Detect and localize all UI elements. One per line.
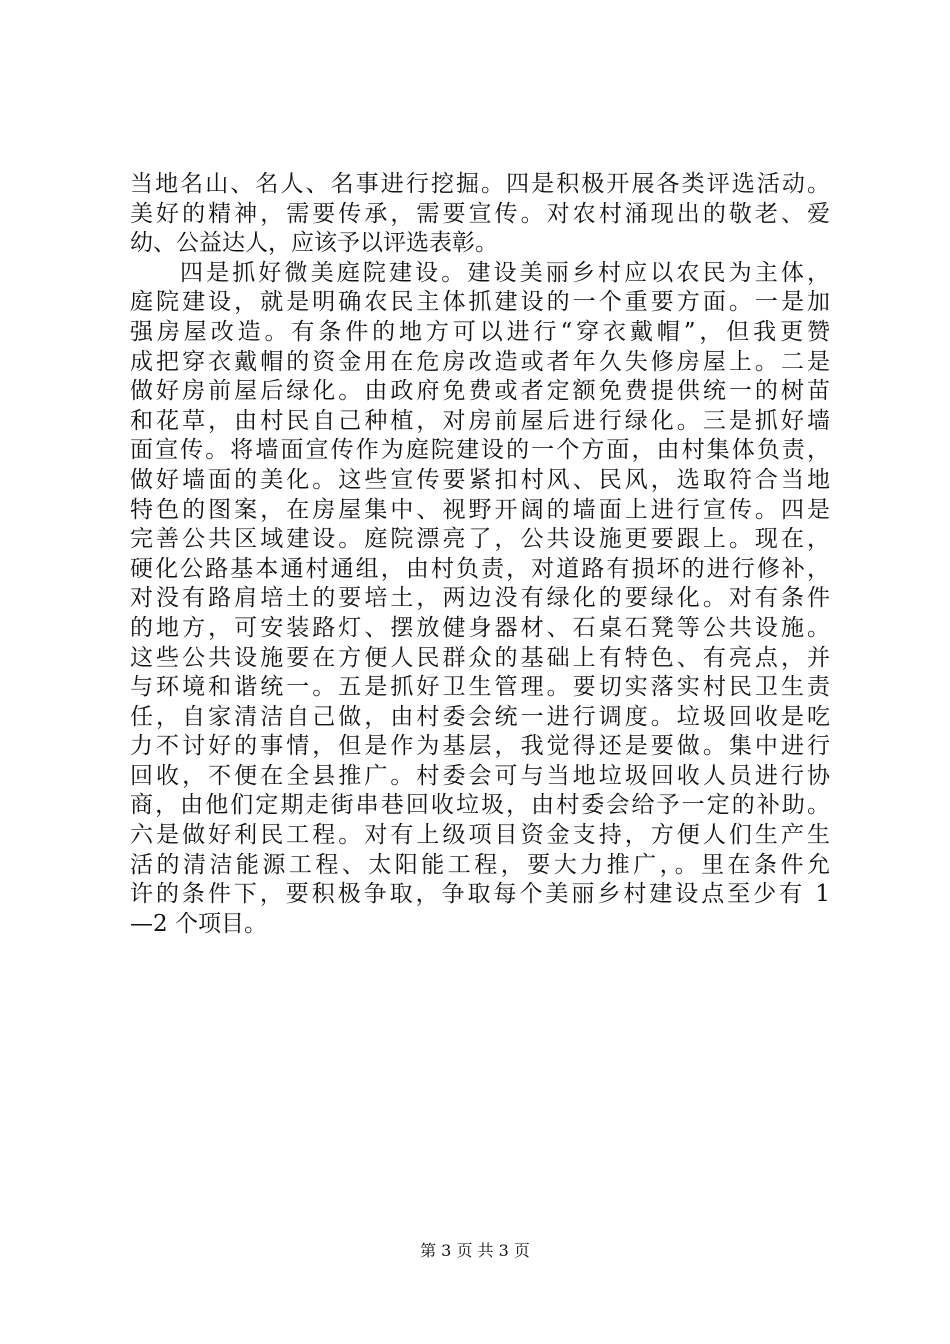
text-line: 商，由他们定期走街串巷回收垃圾，由村委会给予一定的补助。	[130, 792, 830, 819]
text-line: 活的清洁能源工程、太阳能工程，要大力推广，。里在条件允	[130, 851, 830, 878]
body-text	[130, 170, 830, 939]
text-line: 力不讨好的事情，但是作为基层，我觉得还是要做。集中进行	[130, 733, 830, 760]
text-line: 任，自家清洁自己做，由村委会统一进行调度。垃圾回收是吃	[130, 703, 830, 730]
text-line: 这些公共设施要在方便人民群众的基础上有特色、有亮点，并	[130, 644, 830, 671]
text-line: 幼、公益达人，应该予以评选表彰。	[130, 230, 498, 257]
paragraph-first-line: 四是抓好微美庭院建设。建设美丽乡村应以农民为主体，	[180, 259, 830, 286]
text-line: 庭院建设，就是明确农民主体抓建设的一个重要方面。一是加	[130, 289, 830, 316]
text-line: 成把穿衣戴帽的资金用在危房改造或者年久失修房屋上。二是	[130, 348, 830, 375]
page-footer	[0, 1240, 950, 1262]
text-line: —2 个项目。	[130, 910, 267, 937]
text-line: 做好墙面的美化。这些宣传要紧扣村风、民风，选取符合当地	[130, 466, 830, 493]
text-line: 与环境和谐统一。五是抓好卫生管理。要切实落实村民卫生责	[130, 674, 830, 701]
text-line: 对没有路肩培土的要培土，两边没有绿化的要绿化。对有条件	[130, 585, 830, 612]
text-line: 和花草，由村民自己种植，对房前屋后进行绿化。三是抓好墙	[130, 407, 830, 434]
text-line: 的地方，可安装路灯、摆放健身器材、石桌石凳等公共设施。	[130, 614, 830, 641]
text-line: 回收，不便在全县推广。村委会可与当地垃圾回收人员进行协	[130, 762, 830, 789]
text-line: 硬化公路基本通村通组，由村负责，对道路有损坏的进行修补，	[130, 555, 830, 582]
text-line: 特色的图案，在房屋集中、视野开阔的墙面上进行宣传。四是	[130, 496, 830, 523]
text-line: 强房屋改造。有条件的地方可以进行“穿衣戴帽”，但我更赞	[130, 318, 830, 345]
text-line: 完善公共区域建设。庭院漂亮了，公共设施更要跟上。现在，	[130, 526, 830, 553]
text-line: 面宣传。将墙面宣传作为庭院建设的一个方面，由村集体负责，	[130, 437, 830, 464]
text-line: 当地名山、名人、名事进行挖掘。四是积极开展各类评选活动。	[130, 171, 830, 197]
page-number-label: 第 3 页 共 3 页	[420, 1241, 530, 1260]
text-line: 美好的精神，需要传承，需要宣传。对农村涌现出的敬老、爱	[130, 200, 830, 227]
text-line: 做好房前屋后绿化。由政府免费或者定额免费提供统一的树苗	[130, 378, 830, 405]
text-line: 许的条件下，要积极争取，争取每个美丽乡村建设点至少有 1	[130, 881, 830, 908]
text-line: 六是做好利民工程。对有上级项目资金支持，方便人们生产生	[130, 822, 830, 849]
